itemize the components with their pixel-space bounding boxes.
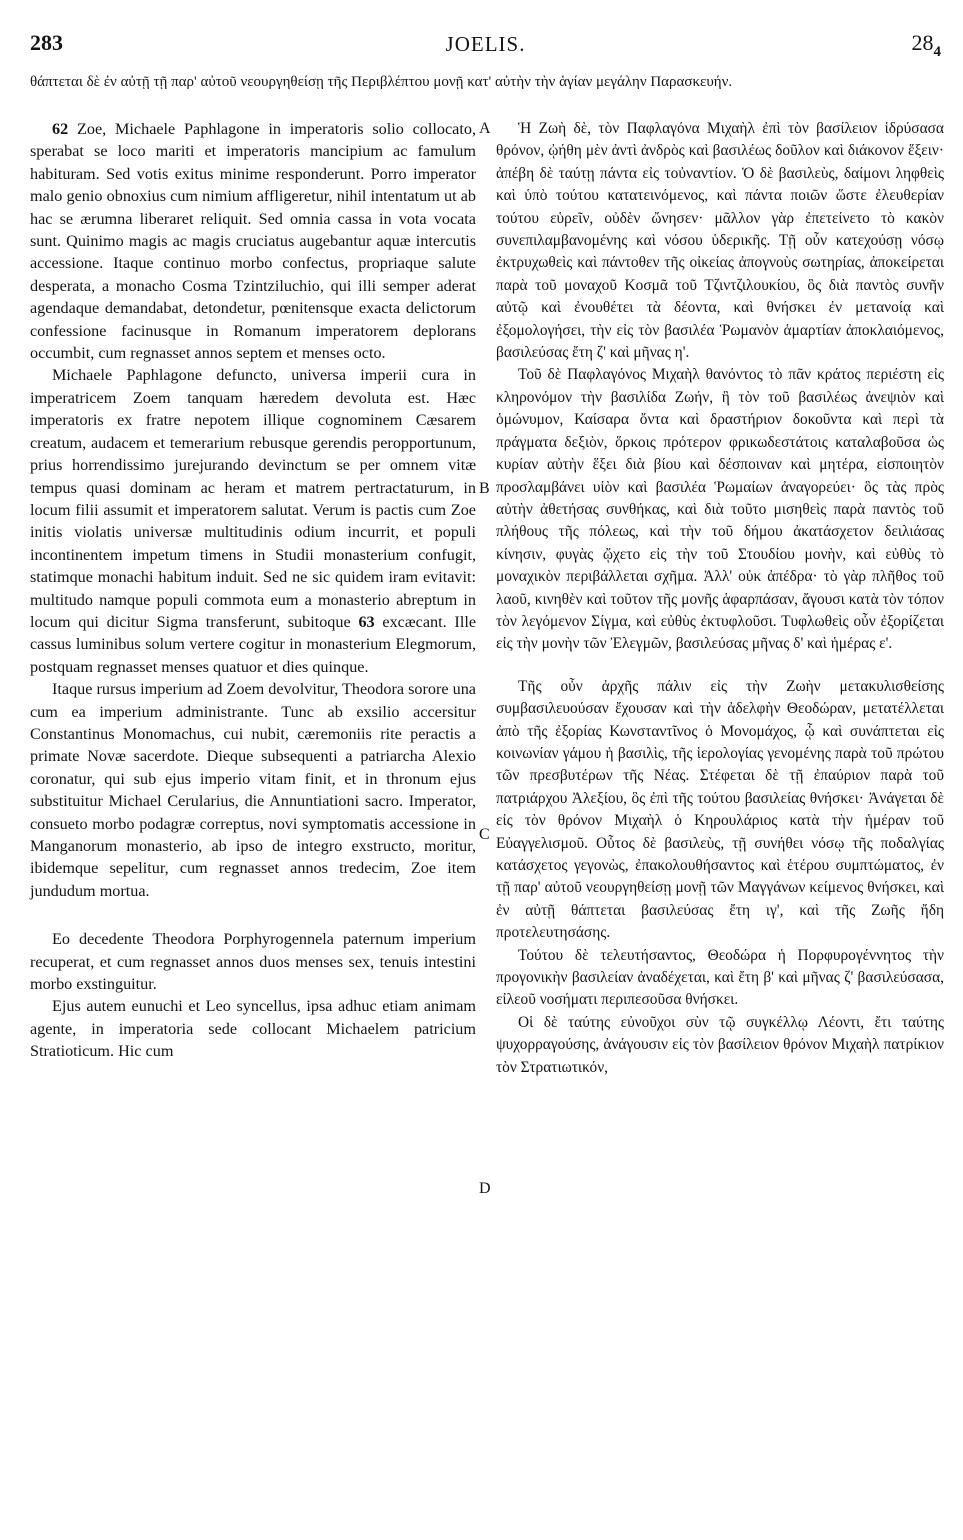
latin-paragraph-2-text-a: Michaele Paphlagone defuncto, universa imperii cura in imperatricem Zoem tanquam hæredem devoluta est. Hæc imperatoris ex fratre nepotem illique cognominem Cæsarem creatum, audacem et temerarium rebusque gerendis peropportunum, prius horrendissimo jurejurando devinctum se per omnem vitæ tempus quasi dominam ac heram et matrem pertractaturum, in locum filii assumit et imperatorem salutat. Verum is pactis cum Zoe initis violatis universæ multitudinis odium incurrit, et populi incontinentem impetum timens in Studii monasterium confugit, statimque monachi habitum induit. Sed ne sic quidem iram evitavit: multitudo namque populi commota eum a monasterio abreptum in locum qui dicitur Sigma transferunt, subitoque xyxy=(30,366,476,631)
latin-section-gap xyxy=(30,902,476,928)
latin-column xyxy=(30,118,476,1063)
latin-paragraph-5: Ejus autem eunuchi et Leo syncellus, ipsa adhuc etiam animam agente, in imperatoria sede collocant Michaelem patricium Stratioticum. Hic cum xyxy=(30,997,476,1061)
page-number-right xyxy=(912,30,942,61)
greek-paragraph-1: Ἡ Ζωὴ δὲ, τὸν Παφλαγόνα Μιχαὴλ ἐπὶ τὸν βασίλειον ἱδρύσασα θρόνον, ᾠήθη μὲν ἀντὶ ἀνδρὸς καὶ βασιλέως δοῦλον καὶ διάκονον ἕξειν· ἀπέβη δὲ ταύτῃ πάντα εἰς τοὐναντίον. Ὁ δὲ βασιλεὺς, δαίμονι ληφθεὶς καὶ ὑπὸ τούτου κατατεινόμενος, καὶ πάντα ποιῶν ὥστε ἐλευθερίαν τούτου εὑρεῖν, οὐδὲν ὤνησεν· μᾶλλον γὰρ ἐπετείνετο τὸ κακὸν συνεπιλαμβανομένης καὶ νόσου ὑδερικῆς. Τῇ οὖν κατεχούσῃ νόσῳ ἐκτρυχωθεὶς καὶ πάντοθεν τῆς οἰκείας ἀπογνοὺς σωτηρίας, ἀποκείρεται παρὰ τοῦ μοναχοῦ Κοσμᾶ τοῦ Τζιντζιλουκίου, ὃς διὰ παντὸς συνῆν αὐτῷ καὶ ἐνουθέτει τὰ δέοντα, καὶ θνήσκει ἐν μετανοίᾳ καὶ ἐξομολογήσει, τὴν εἰς τὸν βασιλέα Ῥωμανὸν ἁμαρτίαν ἀποκλαιόμενος, βασιλεύσας ἔτη ζ' καὶ μῆνας η'. xyxy=(496,120,944,362)
margin-letter-b: B xyxy=(479,480,490,497)
section-number-62: 62 xyxy=(52,120,69,138)
top-greek-line: θάπτεται δὲ ἐν αὐτῇ τῇ παρ' αὐτοῦ νεουργηθείσῃ τῆς Περιβλέπτου μονῇ κατ' αὐτὴν τὴν ἁγίαν μεγάλην Παρασκευήν. xyxy=(30,74,733,90)
greek-paragraph-3: Τῆς οὖν ἀρχῆς πάλιν εἰς τὴν Ζωὴν μετακυλισθείσης συμβασιλευούσαν ἔχουσαν καὶ τὴν ἀδελφὴν Θεοδώραν, μετατέλλεται ἀπὸ τῆς ἐξορίας Κωνσταντῖνος ὁ Μονομάχος, ᾧ καὶ συνάπτεται εἰς κοινωνίαν γάμου ἡ βασιλὶς, τῆς ἱερολογίας γενομένης παρὰ τοῦ πρώτου τῶν πρεσβυτέρων τῆς Νέας. Στέφεται δὲ τῇ ἐπαύριον παρὰ τοῦ πατριάρχου Ἀλεξίου, ὃς ἐπὶ τῆς τούτου βασιλείας θνήσκει· Ἀνάγεται δὲ εἰς τὸν θρόνον Μιχαὴλ ὁ Κηρουλάριος κατὰ τὴν ἡμέραν τοῦ Εὐαγγελισμοῦ. Οὗτος δὲ βασιλεὺς, τῇ συνήθει νόσῳ τῆς ποδαλγίας κατάσχετος γεγονὼς, ἐπακολουθήσαντος καὶ ἑτέρου συμπτώματος, ἐν τῇ παρ' αὐτοῦ νεουργηθείσῃ μονῇ τῶν Μαγγάνων κείμενος θνήσκει, καὶ ἐν αὐτῇ θάπτεται βασιλεύσας ἔτη ιγ', καὶ τῆς Ζωῆς ἤδη προτελευτησάσης. xyxy=(496,677,944,942)
latin-paragraph-2-text-b: excæcant. Ille cassus luminibus solum vertere cogitur in monasterium Elegmorum, postquam regnasset menses quatuor et dies quinque. xyxy=(30,612,476,676)
margin-letter-a: A xyxy=(479,120,491,137)
greek-paragraph-4: Τούτου δὲ τελευτήσαντος, Θεοδώρα ἡ Πορφυρογέννητος τὴν προγονικὴν βασιλείαν ἀναδέχεται, καὶ ἔτη β' καὶ μῆνας ζ' βασιλεύσασα, εἰλεοῦ νοσήματι περιπεσοῦσα θνήσκει. xyxy=(496,946,944,1009)
greek-column xyxy=(496,118,944,1079)
running-head xyxy=(30,30,941,60)
greek-section-gap xyxy=(496,656,944,676)
latin-paragraph-1-text: Zoe, Michaele Paphlagone in imperatoris solio collocato, sperabat se loco mariti et imperatoris mancipium ac famulum habituram. Sed votis exitus minime responderunt. Porro imperator malo genio obnoxius cum nimium affligeretur, nihil intentatum ut ab hac se ærumna liberaret reliquit. Sed omnia cassa in vota vocata sunt. Quinimo magis ac magis cruciatus augebantur aquæ intercutis accessione. Itaque continuo morbo confectus, propriaque salute desperata, a monacho Cosma Tzintziluchio, qui illi semper aderat agendaque demandabat, detondetur, pœnitensque exacta delictorum confessione facinusque in Romanum imperatorem deplorans occumbit, cum regnasset annos septem et menses octo. xyxy=(30,120,476,363)
running-title: JOELIS. xyxy=(445,32,526,56)
latin-paragraph-2 xyxy=(30,364,476,678)
margin-letter-d: D xyxy=(479,1180,491,1197)
margin-letter-c: C xyxy=(479,826,490,843)
latin-paragraph-3: Itaque rursus imperium ad Zoem devolvitur, Theodora sorore una cum ea imperium administrante. Tunc ab exsilio accersitur Constantinus Monomachus, cui nubit, cæremoniis rite peractis a primate Novæ sacerdote. Dieque subsequenti a patriarcha Alexio coronatur, qui sub ejus imperio vitam finit, et in thronum ejus substituitur Michael Cerularius, die Annuntiationi sacro. Imperator, consueto morbo podagræ correptus, novi symptomatis accessione in Manganorum monasterio, ab ipso de integro exstructo, moritur, ibidemque sepelitur, cum regnasset annos tredecim, Zoe item jundudum mortua. xyxy=(30,680,476,900)
section-number-63: 63 xyxy=(358,612,375,631)
greek-paragraph-2: Τοῦ δὲ Παφλαγόνος Μιχαὴλ θανόντος τὸ πᾶν κράτος περιέστη εἰς κληρονόμον τὴν βασιλίδα Ζωήν, ἣ τὸν τοῦ βασιλέως ἀνεψιὸν καὶ ὁμώνυμον, Καίσαρα ὄντα καὶ δραστήριον δοκοῦντα καὶ περὶ τὰ πράγματα δεξιὸν, ὅρκοις πρότερον φρικωδεστάτοις καταλαβοῦσα ὡς κυρίαν αὐτὴν ἕξει διὰ βίου καὶ δέσποιναν καὶ μητέρα, εἰσποιητὸν προσλαμβάνει υἱὸν καὶ βασιλέα Ῥωμαίων ἀναγορεύει· ὃς τὰς πρὸς αὐτὴν ἀθετήσας συνθήκας, καὶ διὰ τοῦτο μισηθεὶς παρὰ παντὸς τοῦ πλήθους τῆς πόλεως, καὶ τὴν τοῦ δήμου ἀκατάσχετον δειλιάσας κίνησιν, φυγὰς ᾤχετο εἰς τὴν τοῦ Στουδίου μονὴν, καὶ εὐθὺς τὸ μοναχικὸν περιβάλλεται σχῆμα. Ἀλλ' οὐκ ἀπέδρα· τὸ γὰρ πλῆθος τοῦ λαοῦ, κινηθὲν καὶ τοῦτον τῆς μονῆς ἁφαρπάσαν, ἄγουσι κατὰ τὸν τόπον τὸν λεγόμενον Σίγμα, καὶ εὐθὺς ἐκτυφλοῦσι. Τυφλωθεὶς οὖν ἐξορίζεται εἰς τὴν μονὴν τῶν Ἐλεγμῶν, βασιλεύσας μῆνας δ' καὶ ἡμέρας ε'. xyxy=(496,366,944,653)
page-number-right-sub: 4 xyxy=(933,44,941,60)
page-number-right-main: 28 xyxy=(911,30,934,55)
latin-paragraph-1 xyxy=(30,118,476,364)
page-number-left: 283 xyxy=(30,30,63,55)
latin-paragraph-4: Eo decedente Theodora Porphyrogennela paternum imperium recuperat, et cum regnasset annos duos menses sex, tenuis intestini morbo exstinguitur. xyxy=(30,930,476,994)
greek-paragraph-5: Οἱ δὲ ταύτης εὐνοῦχοι σὺν τῷ συγκέλλῳ Λέοντι, ἔτι ταύτης ψυχορραγούσης, ἀνάγουσιν εἰς τὸν βασίλειον θρόνον Μιχαὴλ πατρίκιον τὸν Στρατιωτικόν, xyxy=(496,1013,944,1076)
